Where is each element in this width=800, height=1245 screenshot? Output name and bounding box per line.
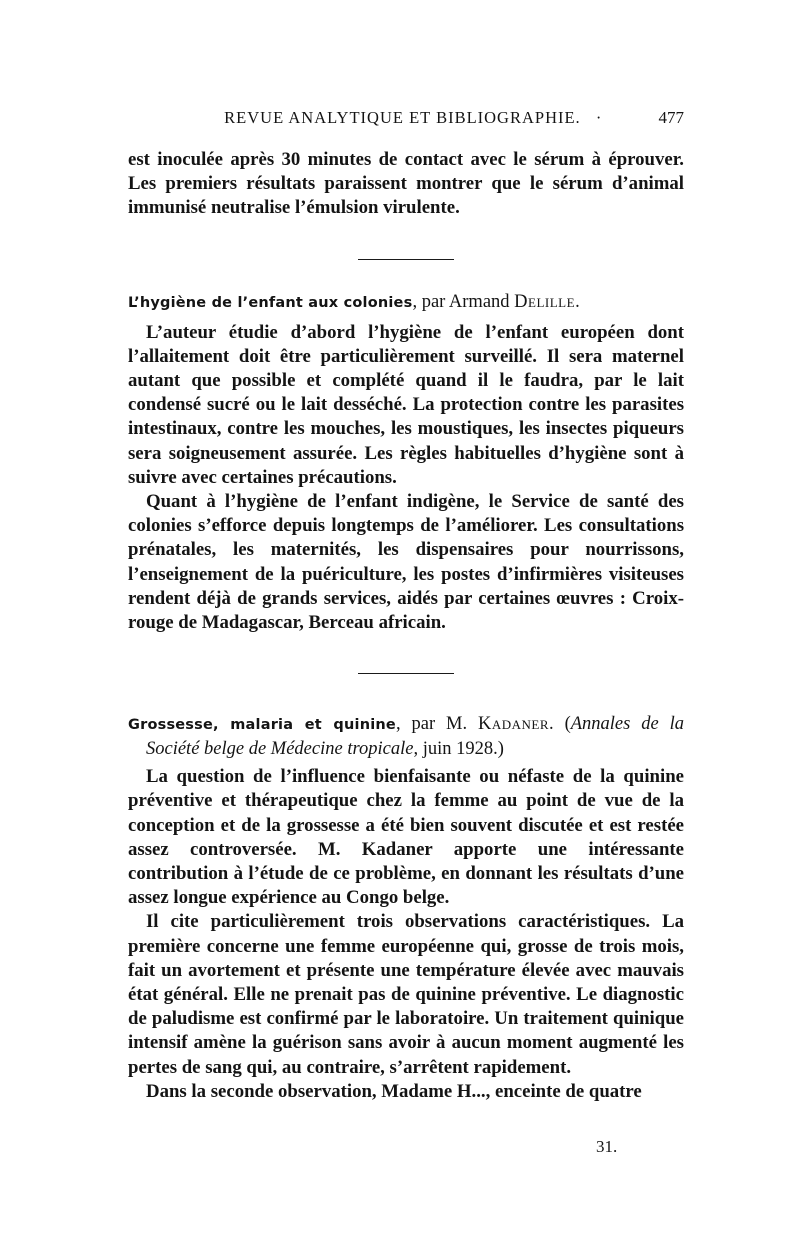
section-divider: [358, 673, 454, 674]
article-author: Delille: [514, 291, 576, 312]
signature-mark: 31.: [596, 1137, 618, 1156]
article-paragraph: Quant à l’hygiène de l’enfant indigène, le Service de santé des colonies s’efforce depuis longtemps de l’améliorer. Les consultations prénatales, les maternités, les dispensaires pour nourrissons, l’enseignement de la puériculture, les postes d’infirmières visiteuses rendent déjà de grands services, aidés par certaines œuvres : Croix-rouge de Madagascar, Berceau africain.: [128, 491, 684, 634]
article-author: Kadaner: [478, 714, 550, 735]
article-byline: , par Armand: [412, 291, 515, 312]
article-paragraph: La question de l’influence bienfaisante ou néfaste de la quinine préventive et thérapeutique chez la femme au point de vue de la conception et de la grossesse a été bien souvent discutée et est restée assez controversée. M. Kadaner apporte une intéressante contribution à l’étude de ce problème, en donnant les résultats d’une assez longue expérience au Congo belge.: [128, 766, 684, 909]
article-date: , juin 1928.): [413, 739, 504, 760]
article-title: Grossesse, malaria et quinine: [128, 717, 396, 734]
intro-paragraph: est inoculée après 30 minutes de contact avec le sérum à éprouver. Les premiers résultats paraissent montrer que le sérum d’animal immunisé neutralise l’émulsion virulente.: [128, 149, 684, 219]
running-title: [128, 108, 659, 128]
article-byline: , par M.: [395, 714, 478, 735]
running-head: [128, 108, 684, 136]
article-paragraph: Dans la seconde observation, Madame H..., enceinte de quatre: [146, 1080, 642, 1102]
separator-dot: ·: [595, 108, 603, 127]
article-paragraph: Il cite particulièrement trois observations caractéristiques. La première concerne une femme européenne qui, grosse de trois mois, fait un avortement et présente une température élevée avec mauvais état général. Elle ne prenait pas de quinine préventive. Le diagnostic de paludisme est confirmé par le laboratoire. Un traitement quinique intensif amène la guérison sans avoir à aucun moment augmenté les pertes de sang qui, au contraire, s’arrêtent rapidement.: [128, 911, 684, 1078]
article-author-end: .: [575, 291, 580, 312]
article-journal: Annales de la Société belge de Médecine tropicale: [146, 714, 684, 760]
page: [128, 108, 684, 1104]
article-title: L’hygiène de l’enfant aux colonies: [128, 294, 413, 311]
running-title-text: REVUE ANALYTIQUE ET BIBLIOGRAPHIE.: [224, 108, 581, 127]
page-number: 477: [658, 108, 684, 127]
article-heading: [128, 712, 684, 761]
article-paragraph: L’auteur étudie d’abord l’hygiène de l’enfant européen dont l’allaitement doit être particulièrement surveillé. Il sera maternel autant que possible et complété quand il le faudra, par le lait condensé sucré ou le lait desséché. La protection contre les parasites intestinaux, contre les mouches, les moustiques, les insectes piqueurs sera soigneusement assurée. Les règles habituelles d’hygiène sont à suivre avec certaines précautions.: [128, 321, 684, 488]
article-heading: [128, 290, 684, 315]
article-ref-open: . (: [549, 714, 571, 735]
section-divider: [358, 259, 454, 260]
